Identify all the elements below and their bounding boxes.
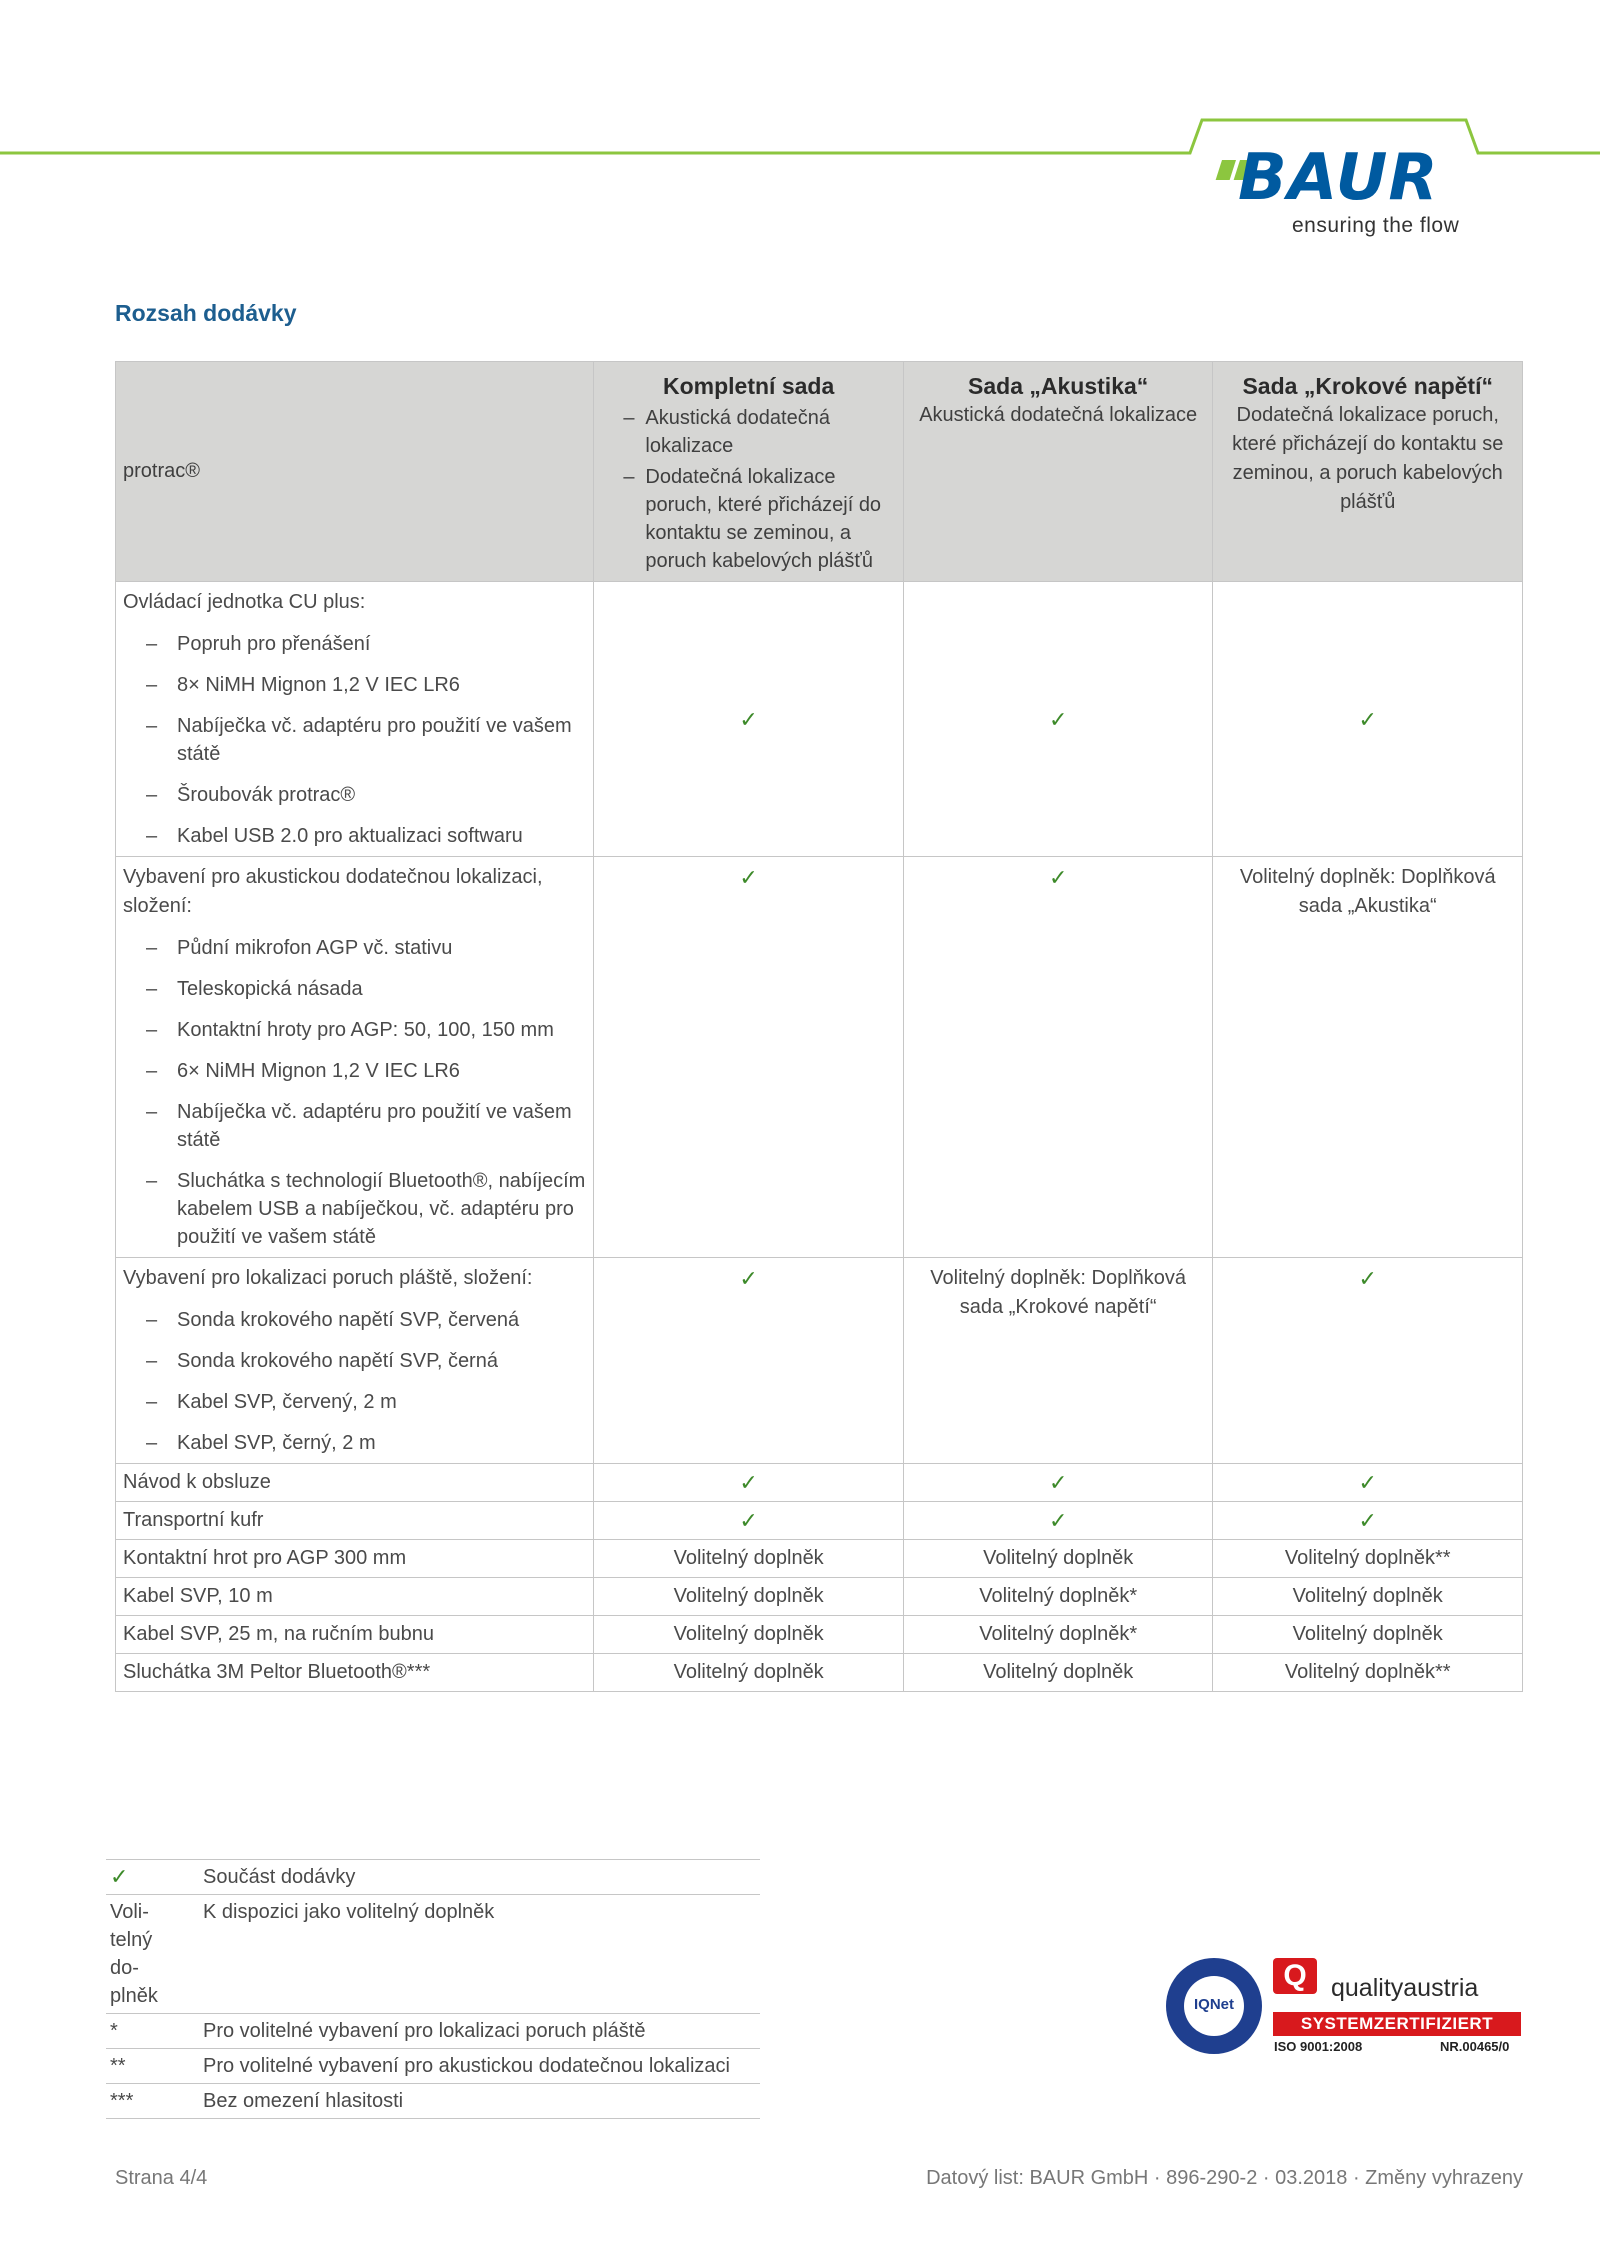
- list-item: – Kabel USB 2.0 pro aktualizaci softwaru: [146, 825, 523, 847]
- legend-key: Voli- telný do- plněk: [106, 1895, 199, 2014]
- legend-row: [106, 2049, 760, 2084]
- col-title: Kompletní sada: [663, 373, 835, 399]
- list-item: – Šroubovák protrac®: [146, 784, 356, 806]
- check-icon: ✓: [594, 582, 904, 857]
- header-protrac: protrac®: [116, 362, 594, 582]
- option-cell: Volitelný doplněk: [594, 1654, 904, 1692]
- footer-info: Datový list: BAUR GmbH · 896-290-2 · 03.2018 · Změny vyhrazeny: [926, 2167, 1523, 2189]
- option-cell: Volitelný doplněk*: [903, 1578, 1213, 1616]
- list-item: – Akustická dodatečná lokalizace: [623, 407, 830, 457]
- list-item: – Půdní mikrofon AGP vč. stativu: [146, 937, 453, 959]
- option-cell: Volitelný doplněk: Doplňková sada „Akustika“: [1213, 857, 1523, 1258]
- table-row: [116, 1258, 1523, 1464]
- legend-row: [106, 2014, 760, 2049]
- section-title: Rozsah dodávky: [115, 300, 297, 326]
- list-item: – 8× NiMH Mignon 1,2 V IEC LR6: [146, 674, 460, 696]
- table-row: [116, 1502, 1523, 1540]
- option-cell: Volitelný doplněk: [903, 1654, 1213, 1692]
- delivery-table: [115, 361, 1523, 1692]
- qa-number: NR.00465/0: [1440, 2039, 1510, 2054]
- check-icon: ✓: [594, 1258, 904, 1464]
- legend-text: K dispozici jako volitelný doplněk: [199, 1895, 760, 2014]
- col-subtitle: Akustická dodatečná lokalizace: [919, 404, 1198, 426]
- option-cell: Volitelný doplněk: [1213, 1616, 1523, 1654]
- row-label: Ovládací jednotka CU plus: – Popruh pro přenášení – 8× NiMH Mignon 1,2 V IEC LR6 – Nabíječka vč. adaptéru pro použití ve vašem státě – Šroubovák protrac® – Kabel USB 2.0 pro aktualizaci softwaru: [116, 582, 594, 857]
- qa-name: qualityaustria: [1331, 1974, 1479, 2002]
- option-cell: Volitelný doplněk: [594, 1540, 904, 1578]
- check-icon: ✓: [594, 1464, 904, 1502]
- check-icon: ✓: [903, 857, 1213, 1258]
- list-item: – Teleskopická násada: [146, 978, 363, 1000]
- check-icon: ✓: [903, 1502, 1213, 1540]
- row-label: Kabel SVP, 25 m, na ručním bubnu: [116, 1616, 594, 1654]
- list-item: – Dodatečná lokalizace poruch, které přicházejí do kontaktu se zeminou, a poruch kabelových plášťů: [623, 466, 882, 572]
- row-label: Kabel SVP, 10 m: [116, 1578, 594, 1616]
- list-item: – Kabel SVP, červený, 2 m: [146, 1391, 397, 1413]
- qa-system-badge: SYSTEMZERTIFIZIERT: [1273, 2012, 1521, 2036]
- check-icon: ✓: [1213, 582, 1523, 857]
- col-title: Sada „Krokové napětí“: [1242, 373, 1493, 399]
- table-row: [116, 1464, 1523, 1502]
- legend-row: [106, 1895, 760, 2014]
- table-row: [116, 1578, 1523, 1616]
- legend-text: Součást dodávky: [199, 1860, 760, 1895]
- row-label: Kontaktní hrot pro AGP 300 mm: [116, 1540, 594, 1578]
- legend-key: **: [106, 2049, 199, 2084]
- header-col-step: [1213, 362, 1523, 582]
- table-row: [116, 1654, 1523, 1692]
- table-row: [116, 1616, 1523, 1654]
- list-item: – Sonda krokového napětí SVP, červená: [146, 1309, 520, 1331]
- table-row: [116, 857, 1523, 1258]
- list-item: – Kabel SVP, černý, 2 m: [146, 1432, 376, 1454]
- check-icon: ✓: [903, 582, 1213, 857]
- list-item: – 6× NiMH Mignon 1,2 V IEC LR6: [146, 1060, 460, 1082]
- table-row: [116, 582, 1523, 857]
- list-item: – Sonda krokového napětí SVP, černá: [146, 1350, 498, 1372]
- baur-logo: BAUR: [1238, 141, 1439, 215]
- row-label: Sluchátka 3M Peltor Bluetooth®***: [116, 1654, 594, 1692]
- header-col-acoustic: [903, 362, 1213, 582]
- header-col-complete: [594, 362, 904, 582]
- option-cell: Volitelný doplněk: [903, 1540, 1213, 1578]
- row-label: Návod k obsluze: [116, 1464, 594, 1502]
- option-cell: Volitelný doplněk**: [1213, 1654, 1523, 1692]
- option-cell: Volitelný doplněk: [594, 1616, 904, 1654]
- list-item: – Kontaktní hroty pro AGP: 50, 100, 150 mm: [146, 1019, 554, 1041]
- row-label: Transportní kufr: [116, 1502, 594, 1540]
- option-cell: Volitelný doplněk*: [903, 1616, 1213, 1654]
- check-icon: ✓: [1213, 1258, 1523, 1464]
- legend-text: Bez omezení hlasitosti: [199, 2084, 760, 2119]
- table-row: [116, 1540, 1523, 1578]
- legend-row: [106, 1860, 760, 1895]
- legend-text: Pro volitelné vybavení pro lokalizaci poruch pláště: [199, 2014, 760, 2049]
- legend-text: Pro volitelné vybavení pro akustickou dodatečnou lokalizaci: [199, 2049, 760, 2084]
- col-subtitle: Dodatečná lokalizace poruch, které přicházejí do kontaktu se zeminou, a poruch kabelových plášťů: [1232, 404, 1504, 513]
- list-item: – Nabíječka vč. adaptéru pro použití ve vašem státě: [146, 715, 572, 765]
- option-cell: Volitelný doplněk: [1213, 1578, 1523, 1616]
- check-icon: ✓: [903, 1464, 1213, 1502]
- list-item: – Nabíječka vč. adaptéru pro použití ve vašem státě: [146, 1101, 572, 1151]
- option-cell: Volitelný doplněk: Doplňková sada „Krokové napětí“: [903, 1258, 1213, 1464]
- page-number: Strana 4/4: [115, 2167, 208, 2189]
- iqnet-label: IQNet: [1193, 1996, 1234, 2013]
- qa-q-icon: Q: [1283, 1959, 1307, 1992]
- col-title: Sada „Akustika“: [968, 373, 1149, 399]
- legend-key: ***: [106, 2084, 199, 2119]
- table-header-row: [116, 362, 1523, 582]
- row-label: Vybavení pro lokalizaci poruch pláště, složení: – Sonda krokového napětí SVP, červená – Sonda krokového napětí SVP, černá – Kabel SVP, červený, 2 m – Kabel SVP, černý, 2 m: [116, 1258, 594, 1464]
- qa-iso: ISO 9001:2008: [1274, 2039, 1363, 2054]
- check-icon: ✓: [594, 1502, 904, 1540]
- legend-table: [106, 1859, 760, 2119]
- tagline: ensuring the flow: [1292, 214, 1460, 237]
- legend-key: *: [106, 2014, 199, 2049]
- list-item: – Sluchátka s technologií Bluetooth®, nabíjecím kabelem USB a nabíječkou, vč. adaptéru pro použití ve vašem státě: [146, 1170, 586, 1248]
- list-item: – Popruh pro přenášení: [146, 633, 371, 655]
- row-label: Vybavení pro akustickou dodatečnou lokalizaci, složení: – Půdní mikrofon AGP vč. stativu – Teleskopická násada – Kontaktní hroty pro AGP: 50, 100, 150 mm – 6× NiMH Mignon 1,2 V IEC LR6 – Nabíječka vč. adaptéru pro použití ve vašem státě – Sluchátka s technologií Bluetooth®, nabíjecím kabelem USB a nabíječkou, vč. adaptéru pro použití ve vašem státě: [116, 857, 594, 1258]
- option-cell: Volitelný doplněk: [594, 1578, 904, 1616]
- check-icon: ✓: [1213, 1464, 1523, 1502]
- option-cell: Volitelný doplněk**: [1213, 1540, 1523, 1578]
- check-icon: ✓: [1213, 1502, 1523, 1540]
- check-icon: ✓: [594, 857, 904, 1258]
- legend-row: [106, 2084, 760, 2119]
- check-icon: ✓: [106, 1860, 199, 1895]
- col-items: [601, 404, 896, 575]
